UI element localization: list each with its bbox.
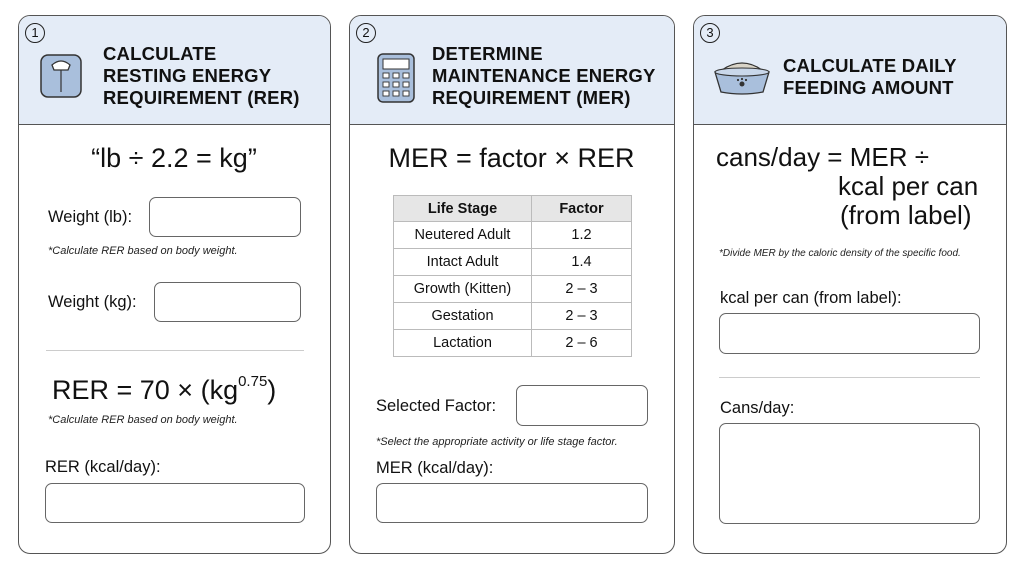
formula-line: cans/day = MER ÷ [716,142,929,172]
selected-factor-input[interactable] [516,385,648,426]
food-bowl-icon [712,56,772,96]
factor-note: *Select the appropriate activity or life stage factor. [376,436,618,448]
rer-formula [52,373,276,406]
table-row [394,276,632,303]
table-cell: 1.4 [532,249,632,276]
mer-label: MER (kcal/day): [376,459,494,477]
title-line: MAINTENANCE ENERGY [432,65,656,86]
weight-conversion-formula: “lb ÷ 2.2 = kg” [91,143,257,173]
kcal-per-can-label: kcal per can (from label): [720,289,902,307]
calculator-icon [377,53,415,103]
panel-title [432,43,656,109]
panel-header [350,16,674,125]
divider [719,377,980,378]
formula-base: RER = 70 × (kg [52,375,239,405]
formula-line: kcal per can [838,171,979,201]
formula-close: ) [267,375,277,405]
title-line: REQUIREMENT (RER) [103,87,300,108]
step-number: 2 [356,23,376,43]
mer-input[interactable] [376,483,648,523]
title-line: RESTING ENERGY [103,65,272,86]
divider [46,350,304,351]
table-cell: 2 – 3 [532,303,632,330]
rer-input[interactable] [45,483,305,523]
table-cell: Gestation [394,303,532,330]
feeding-panel [693,15,1007,554]
table-cell: Growth (Kitten) [394,276,532,303]
mer-panel [349,15,675,554]
selected-factor-label: Selected Factor: [376,397,497,415]
table-cell: 1.2 [532,222,632,249]
cans-formula [716,143,978,230]
step-number: 1 [25,23,45,43]
column-header: Factor [532,196,632,222]
panel-title [783,55,957,99]
weight-lb-input[interactable] [149,197,301,237]
table-cell: Lactation [394,330,532,357]
table-cell: Neutered Adult [394,222,532,249]
weight-kg-label: Weight (kg): [48,293,137,311]
kcal-per-can-input[interactable] [719,313,980,354]
scale-icon [40,54,82,98]
cans-per-day-output[interactable] [719,423,980,524]
feeding-note: *Divide MER by the caloric density of the specific food. [719,248,961,259]
table-header-row [394,196,632,222]
column-header: Life Stage [394,196,532,222]
table-row [394,330,632,357]
life-stage-factor-table [393,195,632,357]
panel-header [694,16,1006,125]
title-line: DETERMINE [432,43,543,64]
rer-note: *Calculate RER based on body weight. [48,414,238,426]
rer-panel [18,15,331,554]
table-row [394,303,632,330]
weight-note: *Calculate RER based on body weight. [48,245,238,257]
panel-header [19,16,330,125]
step-number: 3 [700,23,720,43]
table-cell: 2 – 3 [532,276,632,303]
title-line: CALCULATE DAILY [783,55,957,76]
formula-exponent: 0.75 [238,373,268,390]
table-row [394,249,632,276]
formula-line: (from label) [840,200,972,230]
table-row [394,222,632,249]
title-line: FEEDING AMOUNT [783,77,954,98]
table-cell: Intact Adult [394,249,532,276]
weight-lb-label: Weight (lb): [48,208,133,226]
title-line: REQUIREMENT (MER) [432,87,631,108]
title-line: CALCULATE [103,43,217,64]
table-cell: 2 – 6 [532,330,632,357]
rer-label: RER (kcal/day): [45,458,161,476]
weight-kg-input[interactable] [154,282,301,322]
mer-formula: MER = factor × RER [388,143,635,173]
cans-per-day-label: Cans/day: [720,399,795,417]
panel-title [103,43,300,109]
